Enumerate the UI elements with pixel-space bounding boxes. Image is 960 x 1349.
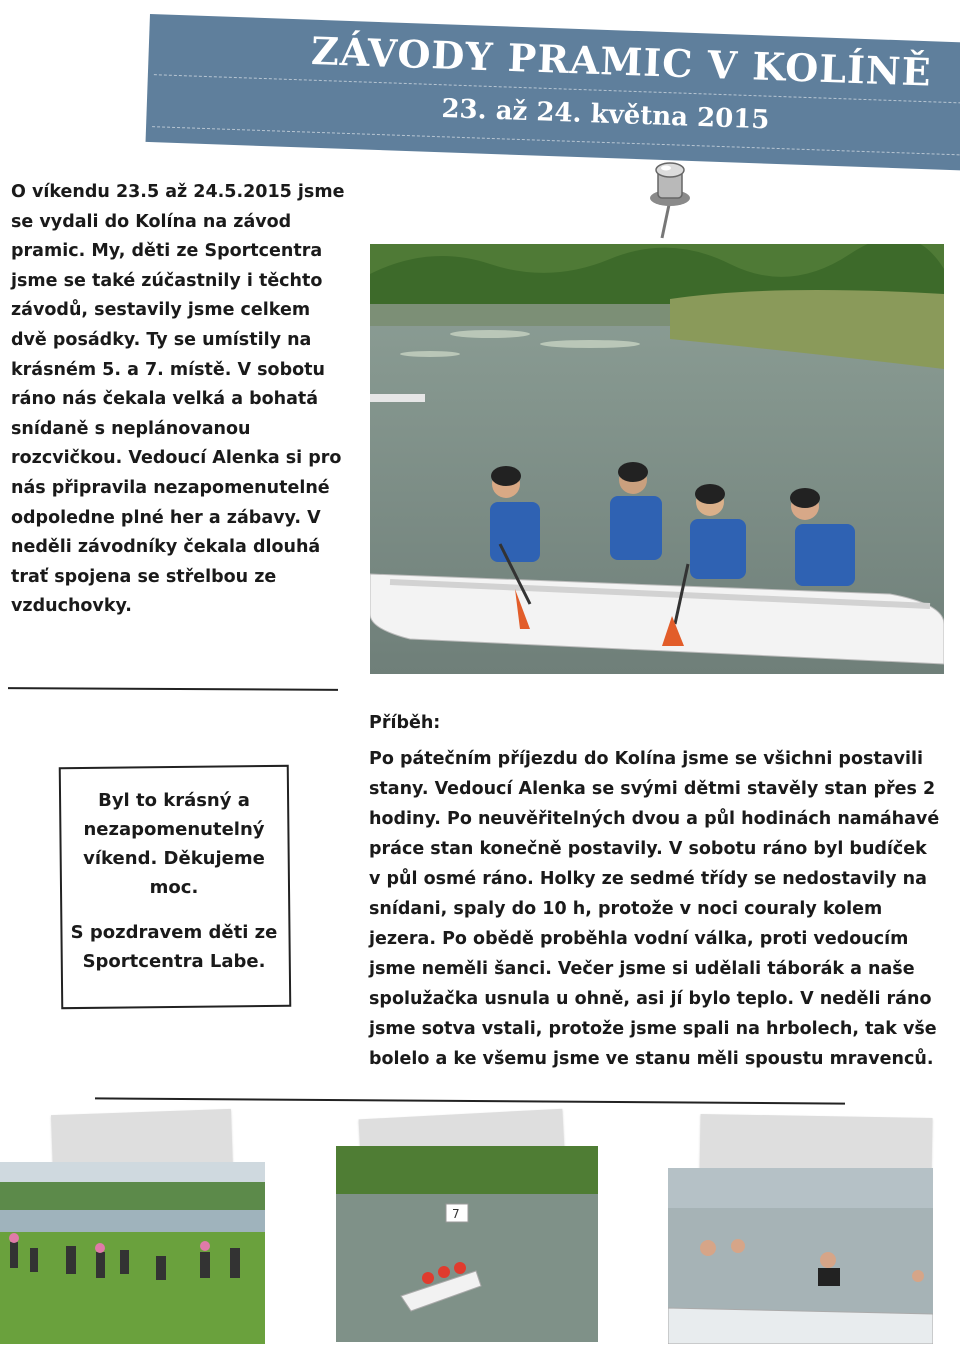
warmup-exercise-photo bbox=[0, 1162, 265, 1344]
story-heading: Příběh: bbox=[369, 713, 441, 733]
story-section bbox=[369, 708, 944, 1074]
thanks-signature: S pozdravem děti ze Sportcentra Labe. bbox=[70, 922, 278, 972]
gate-number: 7 bbox=[452, 1207, 460, 1221]
push-pin-icon bbox=[640, 160, 696, 240]
divider bbox=[95, 1097, 845, 1104]
thanks-text bbox=[64, 786, 284, 976]
banner-stitch bbox=[152, 126, 960, 156]
page-date: 23. až 24. května 2015 bbox=[440, 94, 770, 136]
rowing-boat-photo bbox=[370, 244, 944, 674]
slalom-boat-photo bbox=[336, 1146, 598, 1342]
story-text: Po pátečním příjezdu do Kolína jsme se všichni postavili stany. Vedoucí Alenka se svými dětmi stavěly stan přes 2 hodiny. Po neuvěřitelných dvou a půl hodinách namáhavé práce stan konečně postavily. V sobotu ráno byl budíček v půl osmé ráno. Holky ze sedmé třídy se nedostavily na snídani, spaly do 10 h, protože v noci couraly kolem jezera. Po obědě proběhla vodní válka, proti vedoucím jsme neměli šanci. Večer jsme si udělali táborák a naše spolužačka usnula u ohně, asi jí bylo teplo. V neděli ráno jsme sotva vstali, protože jsme spali na hrbolech, tak vše bolelo a ke všemu jsme ve stanu měli spoustu mravenců. bbox=[369, 749, 940, 1069]
divider bbox=[8, 687, 338, 691]
swimming-lake-photo bbox=[668, 1168, 933, 1344]
intro-text: O víkendu 23.5 až 24.5.2015 jsme se vydali do Kolína na závod pramic. My, děti ze Sportcentra jsme se také zúčastnily i těchto závodů, sestavily jsme celkem dvě posádky. Ty se umístily na krásném 5. a 7. místě. V sobotu ráno nás čekala velká a bohatá snídaně s neplánovanou rozcvičkou. Vedoucí Alenka si pro nás připravila nezapomenutelné odpoledne plné her a zábavy. V neděli závodníky čekala dlouhá trať spojena se střelbou ze vzduchovky. bbox=[11, 182, 345, 617]
page-title: ZÁVODY PRAMIC V KOLÍNĚ bbox=[310, 28, 933, 95]
thanks-message: Byl to krásný a nezapomenutelný víkend. Děkujeme moc. bbox=[83, 790, 265, 898]
